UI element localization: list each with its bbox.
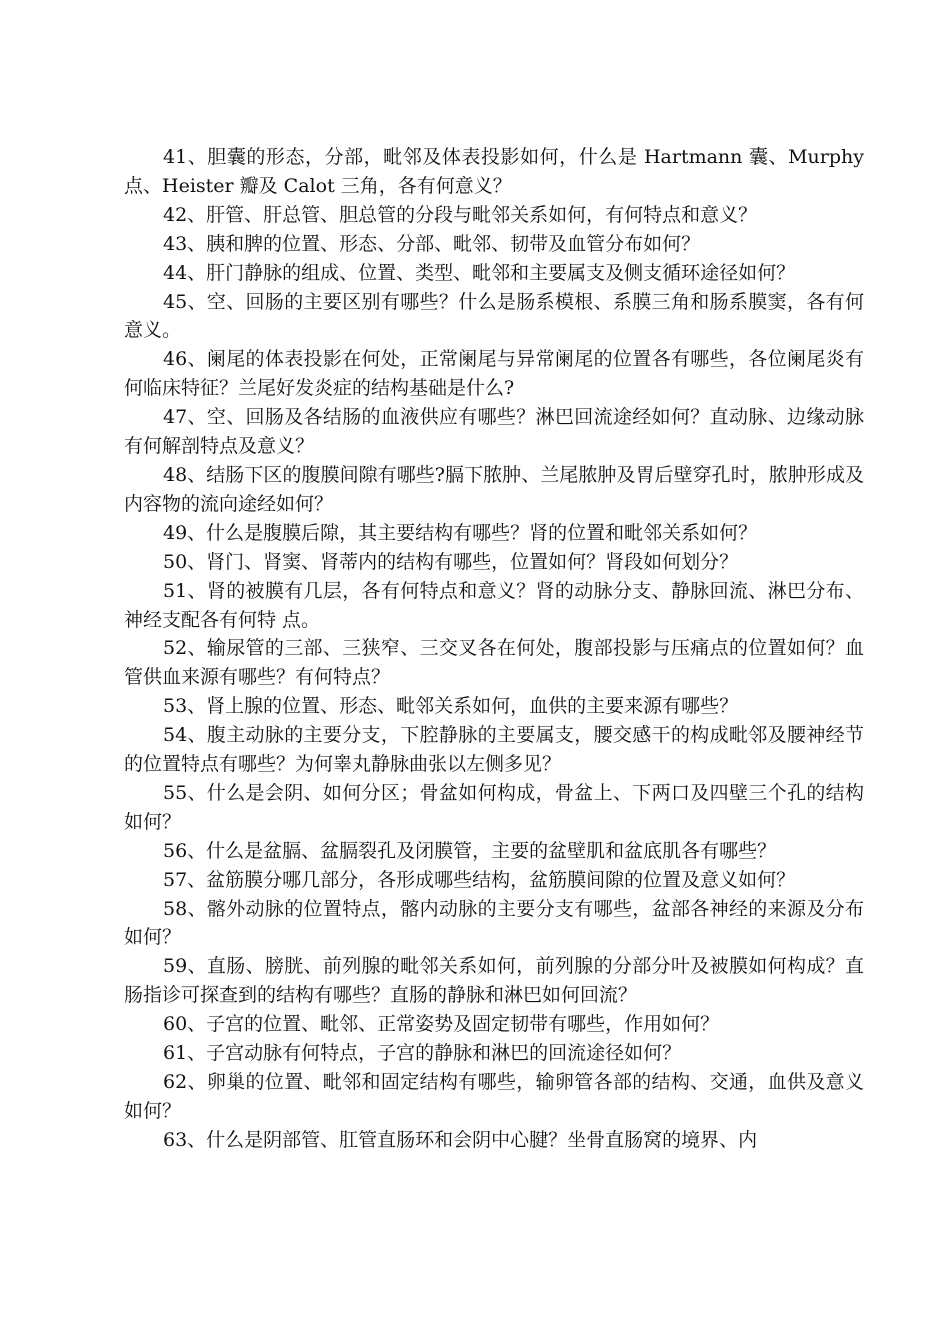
question-56: 56、什么是盆膈、盆膈裂孔及闭膜管，主要的盆壁肌和盆底肌各有哪些？ bbox=[163, 839, 777, 862]
question-60: 60、子宫的位置、毗邻、正常姿势及固定韧带有哪些，作用如何？ bbox=[163, 1013, 720, 1036]
question-61: 61、子宫动脉有何特点，子宫的静脉和淋巴的回流途径如何？ bbox=[163, 1042, 682, 1065]
question-43: 43、胰和脾的位置、形态、分部、毗邻、韧带及血管分布如何？ bbox=[163, 232, 701, 255]
question-45: 45、空、回肠的主要区别有哪些？什么是肠系模根、系膜三角和肠系膜窦，各有何意义。 bbox=[124, 290, 864, 342]
question-49: 49、什么是腹膜后隙，其主要结构有哪些？肾的位置和毗邻关系如何？ bbox=[163, 521, 758, 544]
question-63: 63、什么是阴部管、肛管直肠环和会阴中心腱？坐骨直肠窝的境界、内 bbox=[163, 1128, 758, 1151]
question-54: 54、腹主动脉的主要分支，下腔静脉的主要属支，腰交感干的构成毗邻及腰神经节的位置特点有哪些？为何睾丸静脉曲张以左侧多见？ bbox=[124, 724, 864, 776]
question-48: 48、结肠下区的腹膜间隙有哪些?膈下脓肿、兰尾脓肿及胃后壁穿孔时，脓肿形成及内容物的流向途经如何？ bbox=[124, 463, 864, 515]
question-59: 59、直肠、膀胱、前列腺的毗邻关系如何，前列腺的分部分叶及被膜如何构成？直肠指诊可探查到的结构有哪些？直肠的静脉和淋巴如何回流？ bbox=[124, 955, 864, 1007]
question-41: 41、胆囊的形态，分部，毗邻及体表投影如何，什么是 Hartmann 囊、Murphy 点、Heister 瓣及 Calot 三角，各有何意义？ bbox=[124, 146, 864, 197]
question-50: 50、肾门、肾窦、肾蒂内的结构有哪些，位置如何？肾段如何划分？ bbox=[163, 550, 739, 573]
question-55: 55、什么是会阴、如何分区；骨盆如何构成，骨盆上、下两口及四壁三个孔的结构如何？ bbox=[124, 781, 864, 833]
question-47: 47、空、回肠及各结肠的血液供应有哪些？淋巴回流途经如何？直动脉、边缘动脉有何解剖特点及意义？ bbox=[124, 406, 864, 458]
question-46: 46、阑尾的体表投影在何处，正常阑尾与异常阑尾的位置各有哪些，各位阑尾炎有何临床特征？兰尾好发炎症的结构基础是什么? bbox=[124, 348, 864, 400]
question-52: 52、输尿管的三部、三狭窄、三交叉各在何处，腹部投影与压痛点的位置如何？血管供血来源有哪些？有何特点？ bbox=[124, 637, 864, 689]
question-42: 42、肝管、肝总管、胆总管的分段与毗邻关系如何，有何特点和意义？ bbox=[163, 203, 758, 226]
question-44: 44、肝门静脉的组成、位置、类型、毗邻和主要属支及侧支循环途径如何？ bbox=[163, 261, 796, 284]
document-page bbox=[124, 143, 864, 1155]
question-57: 57、盆筋膜分哪几部分，各形成哪些结构，盆筋膜间隙的位置及意义如何？ bbox=[163, 868, 796, 891]
question-58: 58、髂外动脉的位置特点，髂内动脉的主要分支有哪些，盆部各神经的来源及分布如何？ bbox=[124, 897, 864, 949]
question-53: 53、肾上腺的位置、形态、毗邻关系如何，血供的主要来源有哪些？ bbox=[163, 695, 739, 718]
question-51: 51、肾的被膜有几层，各有何特点和意义？肾的动脉分支、静脉回流、淋巴分布、神经支配各有何特 点。 bbox=[124, 579, 864, 631]
question-62: 62、卵巢的位置、毗邻和固定结构有哪些，输卵管各部的结构、交通，血供及意义如何？ bbox=[124, 1071, 864, 1122]
